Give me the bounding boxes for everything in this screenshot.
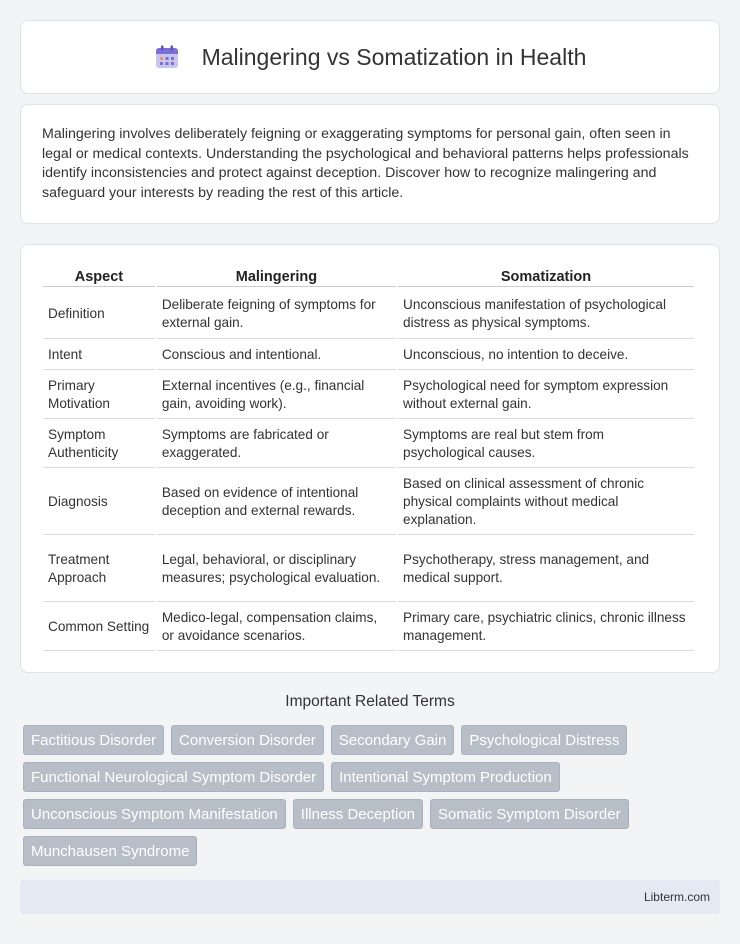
related-terms-title: Important Related Terms (285, 693, 455, 710)
table-cell-aspect: Diagnosis (43, 470, 155, 535)
related-term-tag[interactable]: Factitious Disorder (23, 725, 164, 755)
table-row (43, 470, 694, 535)
header-card (20, 20, 720, 94)
column-header-malingering: Malingering (157, 268, 396, 287)
related-term-tag[interactable]: Illness Deception (293, 799, 423, 829)
table-cell-malingering: Medico-legal, compensation claims, or avoidance scenarios. (157, 604, 396, 651)
table-cell-malingering: Based on evidence of intentional deception and external rewards. (157, 470, 396, 535)
table-cell-malingering: Deliberate feigning of symptoms for external gain. (157, 289, 396, 339)
calendar-icon (154, 44, 180, 70)
related-term-tag[interactable]: Psychological Distress (461, 725, 627, 755)
table-cell-somatization: Primary care, psychiatric clinics, chronic illness management. (398, 604, 694, 651)
intro-text: Malingering involves deliberately feigning or exaggerating symptoms for personal gain, often seen in legal or medical contexts. Understanding the psychological and behavioral patterns helps professionals identify inconsistencies and protect against deception. Discover how to recognize malingering and safeguard your interests by reading the rest of this article. (42, 126, 689, 201)
table-header-row (43, 268, 694, 287)
table-row (43, 341, 694, 370)
table-cell-somatization: Symptoms are real but stem from psychological causes. (398, 421, 694, 468)
table-cell-malingering: Symptoms are fabricated or exaggerated. (157, 421, 396, 468)
comparison-table (41, 266, 696, 653)
table-cell-somatization: Psychological need for symptom expression without external gain. (398, 372, 694, 419)
related-term-tag[interactable]: Intentional Symptom Production (331, 762, 560, 792)
related-term-tag[interactable]: Somatic Symptom Disorder (430, 799, 629, 829)
table-row (43, 537, 694, 602)
page-title: Malingering vs Somatization in Health (201, 43, 587, 70)
table-cell-somatization: Unconscious manifestation of psychological distress as physical symptoms. (398, 289, 694, 339)
intro-card (20, 104, 720, 224)
comparison-table-card (20, 244, 720, 673)
table-row (43, 421, 694, 468)
table-cell-malingering: Legal, behavioral, or disciplinary measures; psychological evaluation. (157, 537, 396, 602)
table-cell-somatization: Unconscious, no intention to deceive. (398, 341, 694, 370)
related-term-tag[interactable]: Munchausen Syndrome (23, 836, 197, 866)
table-row (43, 289, 694, 339)
footer-site-link[interactable]: Libterm.com (643, 890, 710, 904)
column-header-somatization: Somatization (398, 268, 694, 287)
table-cell-aspect: Symptom Authenticity (43, 421, 155, 468)
related-term-tag[interactable]: Functional Neurological Symptom Disorder (23, 762, 324, 792)
footer (20, 880, 720, 914)
table-row (43, 372, 694, 419)
related-term-tag[interactable]: Unconscious Symptom Manifestation (23, 799, 286, 829)
table-cell-malingering: External incentives (e.g., financial gain, avoiding work). (157, 372, 396, 419)
table-cell-aspect: Intent (43, 341, 155, 370)
column-header-aspect: Aspect (43, 268, 155, 287)
related-term-tag[interactable]: Conversion Disorder (171, 725, 324, 755)
table-cell-aspect: Definition (43, 289, 155, 339)
table-row (43, 604, 694, 651)
table-cell-aspect: Primary Motivation (43, 372, 155, 419)
table-cell-somatization: Psychotherapy, stress management, and medical support. (398, 537, 694, 602)
table-cell-malingering: Conscious and intentional. (157, 341, 396, 370)
table-cell-somatization: Based on clinical assessment of chronic physical complaints without medical explanation. (398, 470, 694, 535)
related-terms-list (23, 725, 723, 873)
related-term-tag[interactable]: Secondary Gain (331, 725, 455, 755)
table-cell-aspect: Treatment Approach (43, 537, 155, 602)
table-cell-aspect: Common Setting (43, 604, 155, 651)
